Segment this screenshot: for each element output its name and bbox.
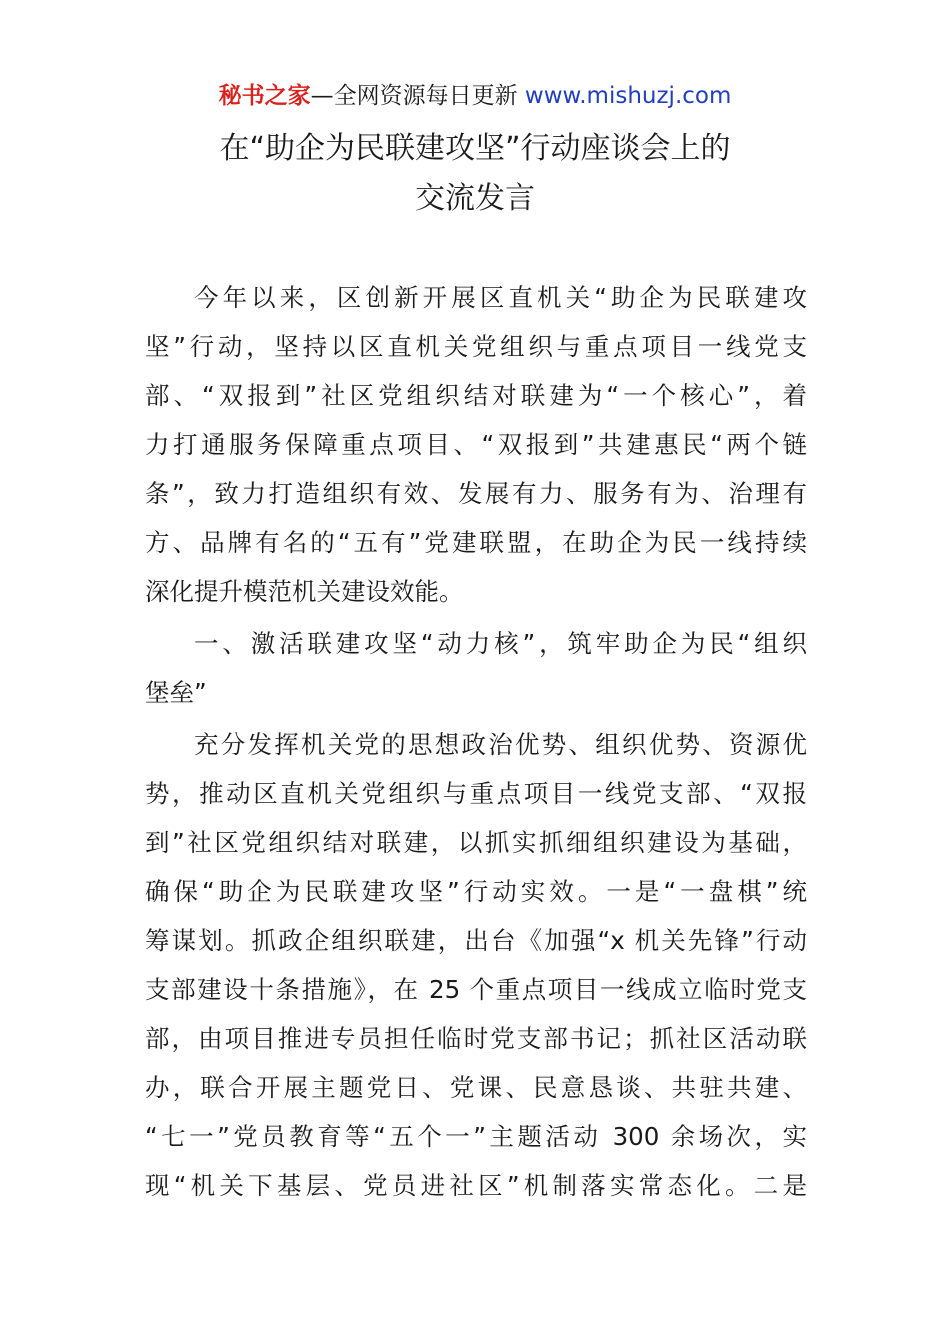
body-line: 充分发挥机关党的思想政治优势、组织优势、资源优 [194,730,807,759]
title-line-2: 交流发言 [415,181,535,216]
body-line: 坚”行动，坚持以区直机关党组织与重点项目一线党支 [145,332,807,361]
body-line: 深化提升模范机关建设效能。 [145,577,464,606]
site-brand: 秘书之家 [218,83,311,109]
site-header [0,80,950,112]
body-line: 今年以来，区创新开展区直机关“助企为民联建攻 [194,283,807,312]
body-line: 支部建设十条措施》，在 25 个重点项目一线成立临时党支 [145,975,807,1004]
body-line: 到”社区党组织结对联建，以抓实抓细组织建设为基础， [145,828,807,857]
section-heading-line: 一、激活联建攻坚“动力核”，筑牢助企为民“组织 [194,629,807,658]
section-heading-line: 堡垒” [145,678,207,707]
body-line: 力打通服务保障重点项目、“双报到”共建惠民“两个链 [145,430,807,459]
body-line: 确保“助企为民联建攻坚”行动实效。一是“一盘棋”统 [145,877,807,906]
body-line: “七一”党员教育等“五个一”主题活动 300 余场次，实 [145,1122,807,1151]
body-line: 现“机关下基层、党员进社区”机制落实常态化。二是 [145,1171,807,1200]
site-url-link[interactable]: www.mishuzj.com [524,83,732,109]
body-line: 方、品牌有名的“五有”党建联盟，在助企为民一线持续 [145,528,807,557]
body-line: 势，推动区直机关党组织与重点项目一线党支部、“双报 [145,779,807,808]
body-line: 筹谋划。抓政企组织联建，出台《加强“x 机关先锋”行动 [145,926,807,955]
title-line-1: 在“助企为民联建攻坚”行动座谈会上的 [219,131,731,166]
document-title [0,124,950,224]
body-line: 条”，致力打造组织有效、发展有力、服务有为、治理有 [145,479,807,508]
site-tagline: —全网资源每日更新 [310,83,518,109]
body-line: 部、“双报到”社区党组织结对联建为“一个核心”，着 [145,381,807,410]
body-line: 部，由项目推进专员担任临时党支部书记；抓社区活动联 [145,1024,807,1053]
body-line: 办，联合开展主题党日、党课、民意恳谈、共驻共建、 [145,1073,807,1102]
